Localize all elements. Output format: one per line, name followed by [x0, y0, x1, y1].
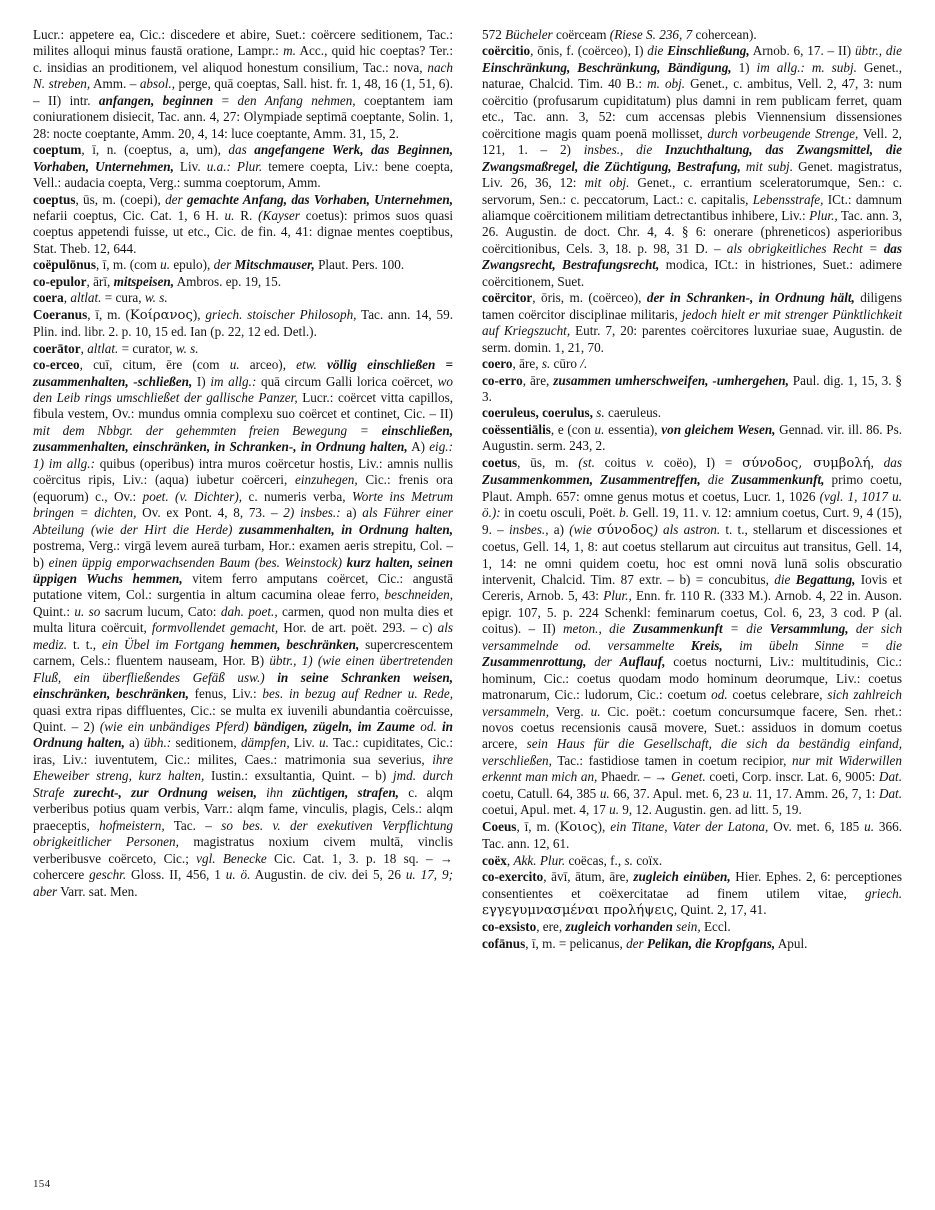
- dictionary-entry: coero, āre, s. cūro /.: [482, 356, 588, 372]
- dictionary-entry: coëx, Akk. Plur. coëcas, f., s. coïx.: [482, 852, 663, 868]
- dictionary-entry: coerātor, altlat. = curator, w. s.: [33, 340, 199, 356]
- dictionary-entry: coëssentiālis, e (con u. essentia), von gleichem Wesen, Gennad. vir. ill. 86. Ps. Augustin. serm. 243, 2.: [482, 421, 903, 454]
- dictionary-entry: coera, altlat. = cura, w. s.: [33, 290, 168, 306]
- left-column: [33, 27, 453, 952]
- dictionary-entry: coeptus, ūs, m. (coepi), der gemachte Anfang, das Vorhaben, Unternehmen, nefarii coeptus, Cic. Cat. 1, 6 H. u. R. (Kayser coetus): primos suos quasi coeptus appetendi fuisse, ut etc., Cic. de fin. 4, 41: dignae mentes coeptibus, Stat. Theb. 12, 644.: [33, 191, 454, 256]
- right-column: [482, 27, 902, 952]
- dictionary-entry: Coeus, ī, m. (Κοιος), ein Titane, Vater der Latona, Ov. met. 6, 185 u. 366. Tac. ann. 12, 61.: [482, 818, 902, 852]
- dictionary-entry: co-exercito, āvī, ātum, āre, zugleich einüben, Hier. Ephes. 2, 6: perceptiones consentientes et coëxercitatae ad finem utilem vitae, griech. εγγεγυμνασμέναι προλήψεις, Quint. 2, 17, 41.: [482, 869, 902, 919]
- entry-continuation: Lucr.: appetere ea, Cic.: discedere et abire, Suet.: coërcere seditionem, Tac.: milites alloqui minus faustā oratione, Lampr.: m. Acc., quid hic coeptas? Ter.: c. insidias an proditionem, vel aliquod honestum consilium, Tac.: nova, nach N. streben, Amm. – absol., perge, quā coeptas, Sall. hist. fr. 1, 48, 16 (1, 51, 6). – II) intr. anfangen, beginnen = den Anfang nehmen, coeptantem iam coniurationem disiecit, Tac. ann. 4, 27: Olympiade septimā coeptante, Solin. 1, 28: nocte coeptante, Amm. 20, 4, 14: luce coeptante, Amm. 31, 15, 2.: [33, 27, 453, 141]
- dictionary-entry: coërcitor, ōris, m. (coërceo), der in Schranken-, in Ordnung hält, diligens tamen coërcitor disciplinae militaris, jedoch hielt er mit strenger Pünktlichkeit auf Kriegszucht, Eutr. 7, 20: parentes coërcitores luxuriae suae, Augustin. de serm. domin. 1, 21, 70.: [482, 290, 903, 355]
- dictionary-entry: coëpulōnus, ī, m. (com u. epulo), der Mitschmauser, Plaut. Pers. 100.: [33, 257, 405, 273]
- page-number: 154: [33, 1178, 51, 1190]
- dictionary-entry: coeptum, ī, n. (coeptus, a, um), das angefangene Werk, das Beginnen, Vorhaben, Unternehmen, Liv. u.a.: Plur. temere coepta, Liv.: bene coepta, Vell.: audacia coepta, Verg.: summa coeptorum, Amm.: [33, 142, 454, 191]
- dictionary-entry: Coeranus, ī, m. (Κοίρανος), griech. stoischer Philosoph, Tac. ann. 14, 59. Plin. ind. libr. 2. p. 10, 15 ed. Ian (p. 22, 12 ed. Detl.).: [33, 306, 453, 340]
- dictionary-entry: coeruleus, coerulus, s. caeruleus.: [482, 405, 662, 421]
- dictionary-entry: co-erceo, cuī, citum, ēre (com u. arceo), etw. völlig einschließen = zusammenhalten, -schließen, I) im allg.: quā circum Galli lorica coërcet, wo den Leib rings umschließet der gallische Panzer, Lucr.: coërcet vitta capillos, fibula vestem, Ov.: mundus omnia complexu suo coërcet et continet, Cic. – II) mit dem Nbbgr. der gehemmten freien Bewegung = einschließen, zusammenhalten, einschränken, in Schranken-, in Ordnung halten, A) eig.: 1) im allg.: quibus (operibus) intra muros coërcetur hostis, Liv.: amnis nullis coërcitus ripis, Liv.: (aqua) iubetur coërceri, einzuhegen, Cic.: frenis ora (equorum) c., Ov.: poet. (v. Dichter), c. numeris verba, Worte ins Metrum bringen = dichten, Ov. ex Pont. 4, 8, 73. – 2) insbes.: a) als Führer einer Abteilung (wie der Hirt die Herde) zusammenhalten, in Ordnung halten, postrema, Verg.: virgā levem aureā turbam, Hor.: examen aeris strepitu, Col. – b) einen üppig emporwachsenden Baum (bes. Weinstock) kurz halten, seinen üppigen Wuchs hemmen, vitem ferro amputans coërcet, Cic.: angustā putatione vitem, Col.: surgentia in altum cacumina oleae ferro, beschneiden, Quint.: u. so sacrum lucum, Cato: dah. poet., carmen, quod non multa dies et multa litura coërcuit, formvollendet gemacht, Hor. de art. poët. 293. – c) als mediz. t. t., ein Übel im Fortgang hemmen, beschränken, supercrescentem carnem, Cels.: fluentem nauseam, Hor. B) übtr., 1) (wie einen übertretenden Fluß, ein überfließendes Gefäß usw.) in seine Schranken weisen, einschränken, beschränken, fenus, Liv.: bes. in bezug auf Redner u. Rede, quasi extra ripas diffluentes, Cic.: se multa ex iuvenili abundantia coërcuisse, Quint. – 2) (wie ein unbändiges Pferd) bändigen, zügeln, im Zaume od. in Ordnung halten, a) übh.: seditionem, dämpfen, Liv. u. Tac.: cupiditates, Cic.: iras, Liv.: iuventutem, Cic.: milites, Caes.: matrimonia sua severius, ihre Eheweiber streng, kurz halten, Iustin.: exsultantia, Quint. – b) jmd. durch Strafe zurecht-, zur Ordnung weisen, ihn züchtigen, strafen, c. alqm verberibus potius quam verbis, Varr.: alqm fame, vinculis, plagis, Cels.: alqm praeceptis, hofmeistern, Tac. – so bes. v. der exekutiven Verpflichtung obrigkeitlicher Personen, magistratus noxium civem multā, vinclis verberibusve coërceto, Cic.; vgl. Benecke Cic. Cat. 1, 3. p. 18 sq. – → cohercere geschr. Gloss. II, 456, 1 u. ö. Augustin. de civ. dei 5, 26 u. 17, 9; aber Varr. sat. Men.: [33, 357, 454, 899]
- entry-continuation: 572 Bücheler coërceam (Riese S. 236, 7 cohercean).: [482, 27, 757, 42]
- dictionary-entry: cofānus, ī, m. = pelicanus, der Pelikan, die Kropfgans, Apul.: [482, 935, 808, 951]
- dictionary-entry: coetus, ūs, m. (st. coitus v. coëo), I) = σύνοδος, συμβολή, das Zusammenkommen, Zusammentreffen, die Zusammenkunft, primo coetu, Plaut. Amph. 657: omne genus motus et coetus, Lucr. 1, 1026 (vgl. 1, 1017 u. ö.): in coetu osculi, Poët. b. Gell. 19, 11. v. 12: amnium coetus, Curt. 9, 4 (15), 9. – insbes., a) (wie σύνοδος) als astron. t. t., stellarum et discessiones et coetus, Gell. 14, 1, 8: aut coetus stellarum aut circuitus aut transitus, Gell. 14, 1, 14: ne omni quidem coetu, hoc est omni novā lunā solis obscuratio intervenit, Chalcid. Tim. 87 extr. – b) = concubitus, die Begattung, Iovis et Cereris, Arnob. 5, 43: Plur., Enn. fr. 110 R. (333 M.). Arnob. 4, 22 in. Auson. epigr. 107, 5. p. 224 Schenkl: feminarum coetus, Col. 6, 23, 3 cod. P (al. coitus). – II) meton., die Zusammenkunft = die Versammlung, der sich versammelnde od. versammelte Kreis, im übeln Sinne = die Zusammenrottung, der Auflauf, coetus nocturni, Liv.: multitudinis, Cic.: hominum, Cic.: coetus quodam modo hominum deorumque, Liv.: coetus matronarum, Cic.: ludorum, Cic.: coetum od. coetus celebrare, sich zahlreich versammeln, Verg. u. Cic. poët.: coetum concursumque facere, Sen. rhet.: novos coetus recensionis causā movere, Suet.: assiduos in domum coetus arcere, sein Haus für die Gesellschaft, die sich da beständig einfand, verschließen, Tac.: fastidiose tamen in coetum recipior, nur mit Widerwillen erkennt man mich an, Phaedr. – → Genet. coeti, Corp. inscr. Lat. 6, 9005: Dat. coetu, Catull. 64, 385 u. 66, 37. Apul. met. 6, 23 u. 11, 17. Amm. 26, 7, 1: Dat. coetui, Apul. met. 4, 17 u. 9, 12. Augustin. gen. ad litt. 5, 19.: [482, 454, 903, 818]
- dictionary-entry: co-exsisto, ere, zugleich vorhanden sein, Eccl.: [482, 919, 731, 935]
- dictionary-entry: coërcitio, ōnis, f. (coërceo), I) die Einschließung, Arnob. 6, 17. – II) übtr., die Einschränkung, Beschränkung, Bändigung, 1) im allg.: m. subj. Genet., naturae, Chalcid. Tim. 40 B.: m. obj. Genet., c. ambitus, Vell. 2, 47, 3: num coërcitio (profusarum cupiditatum) plus damni in rem publicam ferret, quam etc., Tac. ann. 3, 52: cum accensas plebis Viennensium dissensiones coërcitione magis quam poenā mollisset, durch vorbeugende Strenge, Vell. 2, 121, 1. – 2) insbes., die Inzuchthaltung, das Zwangsmittel, die Zwangsmaßregel, die Züchtigung, Bestrafung, mit subj. Genet. magistratus, Liv. 26, 36, 12: mit obj. Genet., c. errantium sceleratorumque, Sen.: c. servorum, Sen.: c. peccatorum, Lact.: c. capitalis, Lebensstrafe, ICt.: damnum aliamque coërcitionem militiam detrectantibus inhibere, Liv.: Plur., Tac. ann. 3, 26. Augustin. de doct. Chr. 4, 4. § 6: onerare (phreneticos) asperioribus coërcitionibus, Cels. 3, 18. p. 98, 31 D. – als obrigkeitliches Recht = das Zwangsrecht, Bestrafungsrecht, modica, ICt.: in histriones, Suet.: adimere coërcitionem, Suet.: [482, 43, 903, 289]
- text-columns: [33, 27, 902, 952]
- dictionary-entry: co-epulor, ārī, mitspeisen, Ambros. ep. 19, 15.: [33, 273, 282, 289]
- dictionary-entry: co-erro, āre, zusammen umherschweifen, -umhergehen, Paul. dig. 1, 15, 3. § 3.: [482, 372, 903, 404]
